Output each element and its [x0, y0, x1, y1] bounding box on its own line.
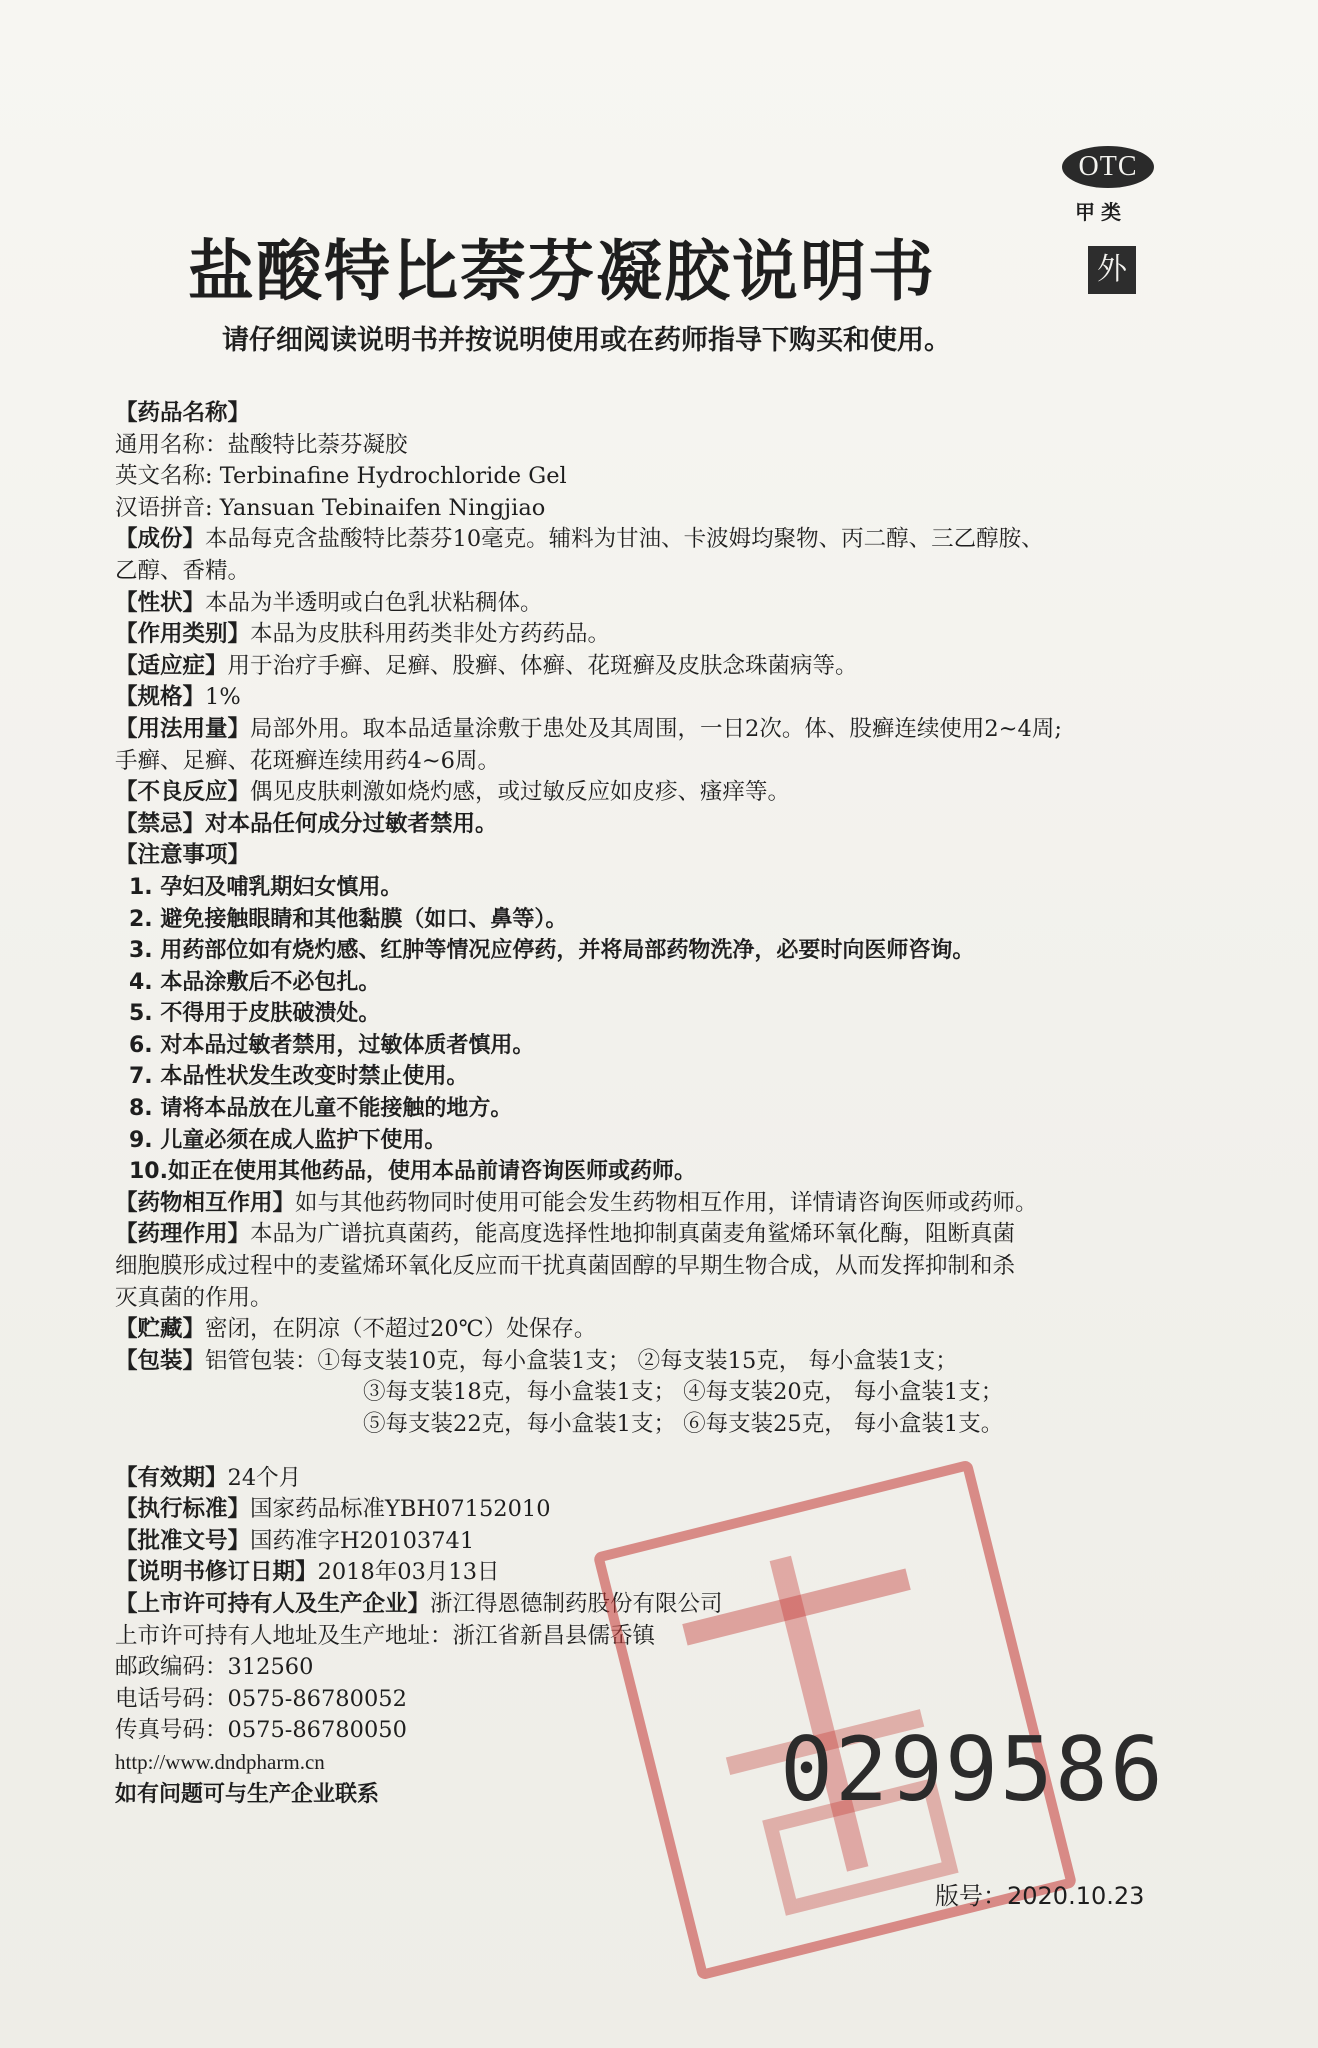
section-heading: 【成份】: [115, 526, 206, 553]
section-heading: 【适应症】: [115, 652, 228, 679]
section-heading: 【执行标准】: [115, 1496, 251, 1523]
section-indications: [115, 651, 1245, 683]
packaging-intro: 铝管包装：: [205, 1347, 318, 1374]
section-text: 国家药品标准YBH07152010: [250, 1496, 551, 1523]
fax-number: 传真号码：0575-86780050: [115, 1717, 407, 1744]
precautions-heading: 【注意事项】: [115, 842, 251, 869]
section-text: 本品为皮肤科用药类非处方药药品。: [250, 621, 611, 648]
packaging-line: [115, 1409, 1245, 1441]
section-text: 2018年03月13日: [317, 1559, 500, 1586]
section-ingredients: [115, 524, 1245, 556]
page-subtitle: 请仔细阅读说明书并按说明使用或在药师指导下购买和使用。: [222, 325, 951, 356]
section-continuation: 手癣、足癣、花斑癣连续用药4~6周。: [115, 747, 500, 774]
precaution-item: 3. 用药部位如有烧灼感、红肿等情况应停药，并将局部药物洗净，必要时向医师咨询。: [129, 938, 975, 964]
section-continuation: 乙醇、香精。: [115, 557, 251, 584]
section-heading: 【药理作用】: [115, 1221, 251, 1248]
section-storage: [115, 1314, 1245, 1346]
section-text: 如与其他药物同时使用可能会发生药物相互作用，详情请咨询医师或药师。: [295, 1189, 1038, 1216]
version-number: 版号：2020.10.23: [935, 1882, 1145, 1910]
section-text: 局部外用。取本品适量涂敷于患处及其周围，一日2次。体、股癣连续使用2~4周;: [250, 715, 1062, 742]
section-heading: 【批准文号】: [115, 1527, 251, 1554]
precaution-item: 4. 本品涂敷后不必包扎。: [129, 969, 381, 995]
section-text: 浙江得恩德制药股份有限公司: [430, 1590, 723, 1617]
packaging-row: ③每支装18克，每小盒装1支； ④每支装20克， 每小盒装1支；: [363, 1379, 1004, 1406]
section-specification: [115, 682, 1245, 714]
section-continuation: 细胞膜形成过程中的麦鲨烯环氧化反应而干扰真菌固醇的早期生物合成，从而发挥抑制和杀: [115, 1253, 1016, 1280]
section-text: 对本品任何成分过敏者禁用。: [205, 810, 498, 837]
phone-number: 电话号码：0575-86780052: [115, 1685, 407, 1712]
section-text: 用于治疗手癣、足癣、股癣、体癣、花斑癣及皮肤念珠菌病等。: [227, 652, 858, 679]
section-heading: 【药物相互作用】: [115, 1189, 296, 1216]
drug-name-heading: 【药品名称】: [115, 400, 251, 426]
packaging-row: ⑤每支装22克，每小盒装1支； ⑥每支装25克， 每小盒装1支。: [363, 1411, 1004, 1437]
section-text: 本品为半透明或白色乳状粘稠体。: [205, 589, 543, 616]
section-heading: 【规格】: [115, 684, 206, 711]
precaution-item: 8. 请将本品放在儿童不能接触的地方。: [129, 1096, 513, 1122]
section-heading: 【说明书修订日期】: [115, 1559, 318, 1586]
section-text: 1%: [205, 684, 241, 711]
section-dosage: [115, 714, 1245, 746]
section-interactions: [115, 1188, 1245, 1220]
precaution-item: 1. 孕妇及哺乳期妇女慎用。: [129, 874, 403, 900]
section-text: 密闭，在阴凉（不超过20℃）处保存。: [205, 1316, 597, 1343]
otc-badge: OTC: [1062, 146, 1154, 188]
company-address: 上市许可持有人地址及生产地址：浙江省新昌县儒岙镇: [115, 1622, 656, 1649]
section-text: 偶见皮肤刺激如烧灼感，或过敏反应如皮疹、瘙痒等。: [250, 779, 791, 806]
generic-name: 通用名称：盐酸特比萘芬凝胶: [115, 431, 408, 458]
packaging-row: ①每支装10克，每小盒装1支； ②每支装15克， 每小盒装1支；: [317, 1347, 958, 1374]
section-heading: 【有效期】: [115, 1464, 228, 1491]
section-heading: 【禁忌】: [115, 810, 206, 837]
section-standard: [115, 1494, 1245, 1526]
section-heading: 【上市许可持有人及生产企业】: [115, 1590, 431, 1617]
section-text: 本品每克含盐酸特比萘芬10毫克。辅料为甘油、卡波姆均聚物、丙二醇、三乙醇胺、: [205, 526, 1044, 553]
contact-footer: 如有问题可与生产企业联系: [115, 1781, 380, 1807]
section-heading: 【用法用量】: [115, 715, 251, 742]
page-title: 盐酸特比萘芬凝胶说明书: [188, 233, 936, 310]
section-packaging: [115, 1346, 1245, 1378]
section-heading: 【不良反应】: [115, 779, 251, 806]
section-validity: [115, 1463, 1245, 1495]
pinyin-name: 汉语拼音: Yansuan Tebinaifen Ningjiao: [115, 494, 546, 521]
packaging-line: [115, 1377, 1245, 1409]
precaution-item: 9. 儿童必须在成人监护下使用。: [129, 1127, 447, 1153]
section-heading: 【包装】: [115, 1347, 206, 1374]
section-pharmacology: [115, 1219, 1245, 1251]
section-continuation: 灭真菌的作用。: [115, 1284, 273, 1311]
section-heading: 【性状】: [115, 589, 206, 616]
section-contraindications: [115, 809, 1245, 841]
precaution-item: 7. 本品性状发生改变时禁止使用。: [129, 1064, 469, 1090]
precaution-item: 5. 不得用于皮肤破溃处。: [129, 1001, 381, 1027]
precaution-item: 10.如正在使用其他药品，使用本品前请咨询医师或药师。: [129, 1159, 696, 1185]
english-name: 英文名称: Terbinafine Hydrochloride Gel: [115, 463, 567, 490]
external-use-badge: 外: [1088, 246, 1136, 294]
company-website-link[interactable]: http://www.dndpharm.cn: [115, 1749, 325, 1774]
section-category: [115, 619, 1245, 651]
postal-code: 邮政编码：312560: [115, 1654, 314, 1681]
section-text: 24个月: [227, 1464, 302, 1491]
section-properties: [115, 588, 1245, 620]
precaution-item: 2. 避免接触眼睛和其他黏膜（如口、鼻等）。: [129, 906, 568, 932]
section-adverse-reactions: [115, 777, 1245, 809]
section-text: 本品为广谱抗真菌药，能高度选择性地抑制真菌麦角鲨烯环氧化酶，阻断真菌: [250, 1221, 1016, 1248]
section-heading: 【贮藏】: [115, 1316, 206, 1343]
otc-class-label: 甲类: [1075, 200, 1127, 224]
serial-number: 0299586: [780, 1718, 1165, 1821]
precaution-item: 6. 对本品过敏者禁用，过敏体质者慎用。: [129, 1032, 535, 1058]
section-text: 国药准字H20103741: [250, 1527, 475, 1554]
section-heading: 【作用类别】: [115, 621, 251, 648]
